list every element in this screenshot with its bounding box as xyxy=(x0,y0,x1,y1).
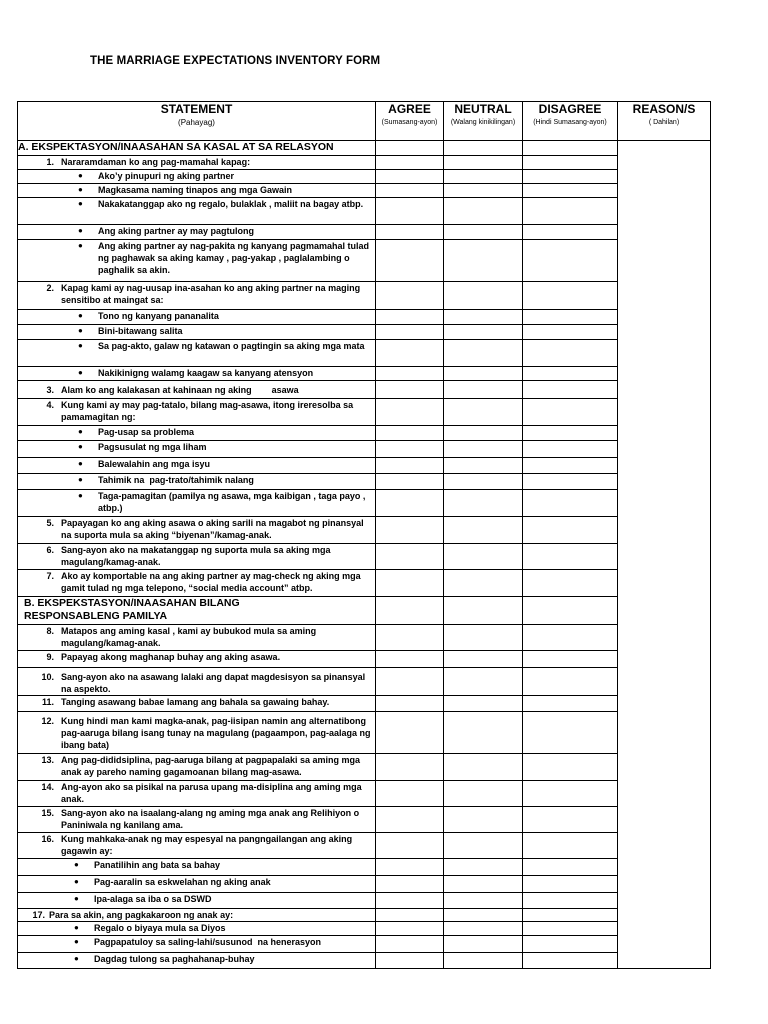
disagree-cell[interactable] xyxy=(523,625,618,651)
disagree-cell[interactable] xyxy=(523,712,618,754)
agree-cell[interactable] xyxy=(376,490,444,517)
question-row: 15. Sang-ayon ako na isaalang-alang ng aming mga anak ang Relihiyon o Paniniwala ng kanilang ama. xyxy=(18,807,711,833)
bullet-icon: ● xyxy=(78,491,83,500)
neutral-cell[interactable] xyxy=(444,712,523,754)
disagree-cell[interactable] xyxy=(523,490,618,517)
neutral-cell[interactable] xyxy=(444,893,523,909)
bullet-icon: ● xyxy=(78,326,83,335)
question-text: Kapag kami ay nag-uusap ina-asahan ko ang aking partner na maging sensitibo at maingat sa: xyxy=(61,283,361,305)
agree-cell[interactable] xyxy=(376,781,444,807)
neutral-header: NEUTRAL (Walang kinikilingan) xyxy=(444,102,523,141)
question-text: Sang-ayon ako na asawang lalaki ang dapat magdesisyon sa pinansyal na aspekto. xyxy=(61,672,366,694)
agree-cell[interactable] xyxy=(376,696,444,712)
neutral-cell[interactable] xyxy=(444,953,523,969)
neutral-cell[interactable] xyxy=(444,597,523,625)
agree-cell[interactable] xyxy=(376,184,444,198)
neutral-cell[interactable] xyxy=(444,141,523,156)
neutral-cell[interactable] xyxy=(444,833,523,859)
disagree-cell[interactable] xyxy=(523,441,618,458)
bullet-icon: ● xyxy=(78,171,83,180)
agree-header: AGREE (Sumasang-ayon) xyxy=(376,102,444,141)
neutral-cell[interactable] xyxy=(444,458,523,474)
disagree-cell[interactable] xyxy=(523,458,618,474)
agree-cell[interactable] xyxy=(376,381,444,399)
agree-cell[interactable] xyxy=(376,156,444,170)
agree-cell[interactable] xyxy=(376,833,444,859)
option-row xyxy=(18,184,711,198)
agree-cell[interactable] xyxy=(376,712,444,754)
bullet-icon: ● xyxy=(74,860,79,869)
disagree-cell[interactable] xyxy=(523,367,618,381)
question-row: 12. Kung hindi man kami magka-anak, pag-iisipan namin ang alternatibong pag-aaruga bilang isang tunay na magulang (pagaampon, pag-aalaga ng ibang bata) xyxy=(18,712,711,754)
option-text: Ang aking partner ay may pagtulong xyxy=(98,226,255,236)
agree-cell[interactable] xyxy=(376,367,444,381)
agree-cell[interactable] xyxy=(376,310,444,325)
agree-cell[interactable] xyxy=(376,936,444,953)
option-row xyxy=(18,876,711,893)
question-row: 4. Kung kami ay may pag-tatalo, bilang mag-asawa, itong ireresolba sa pamamagitan ng: xyxy=(18,399,711,426)
option-row xyxy=(18,490,711,517)
disagree-cell[interactable] xyxy=(523,325,618,340)
bullet-icon: ● xyxy=(78,459,83,468)
agree-cell[interactable] xyxy=(376,225,444,240)
option-row xyxy=(18,474,711,490)
bullet-icon: ● xyxy=(78,199,83,208)
section-a-row xyxy=(18,141,711,156)
question-text: Kung mahkaka-anak ng may espesyal na pangngailangan ang aking gagawin ay: xyxy=(61,834,353,856)
disagree-cell[interactable] xyxy=(523,922,618,936)
agree-cell[interactable] xyxy=(376,859,444,876)
option-text: Nakakatanggap ako ng regalo, bulaklak , maliit na bagay atbp. xyxy=(98,199,364,209)
form-title: THE MARRIAGE EXPECTATIONS INVENTORY FORM xyxy=(90,55,381,67)
option-row xyxy=(18,340,711,367)
disagree-cell[interactable] xyxy=(523,381,618,399)
question-text: Alam ko ang kalakasan at kahinaan ng aking asawa xyxy=(61,385,299,395)
neutral-cell[interactable] xyxy=(444,876,523,893)
agree-cell[interactable] xyxy=(376,325,444,340)
disagree-cell[interactable] xyxy=(523,833,618,859)
neutral-cell[interactable] xyxy=(444,282,523,310)
agree-cell[interactable] xyxy=(376,517,444,544)
question-text: Papayagan ko ang aking asawa o aking sarili na magabot ng pinansyal na suporta mula sa aking “biyenan”/kamag-anak. xyxy=(61,518,364,540)
disagree-cell[interactable] xyxy=(523,754,618,781)
neutral-cell[interactable] xyxy=(444,441,523,458)
option-text: Panatilihin ang bata sa bahay xyxy=(94,860,221,870)
neutral-cell[interactable] xyxy=(444,625,523,651)
question-row: 14. Ang-ayon ako sa pisikal na parusa upang ma-disiplina ang aming mga anak. xyxy=(18,781,711,807)
disagree-cell[interactable] xyxy=(523,893,618,909)
disagree-cell[interactable] xyxy=(523,696,618,712)
disagree-cell[interactable] xyxy=(523,807,618,833)
option-text: Tahimik na pag-trato/tahimik nalang xyxy=(98,475,254,485)
option-text: Pagpapatuloy sa saling-lahi/susunod na henerasyon xyxy=(94,937,322,947)
option-row xyxy=(18,240,711,282)
option-text: Pag-usap sa problema xyxy=(98,427,195,437)
option-row xyxy=(18,325,711,340)
agree-cell[interactable] xyxy=(376,909,444,922)
disagree-cell[interactable] xyxy=(523,953,618,969)
question-row: 11. Tanging asawang babae lamang ang bahala sa gawaing bahay. xyxy=(18,696,711,712)
neutral-cell[interactable] xyxy=(444,696,523,712)
neutral-cell[interactable] xyxy=(444,474,523,490)
neutral-cell[interactable] xyxy=(444,544,523,570)
agree-cell[interactable] xyxy=(376,240,444,282)
bullet-icon: ● xyxy=(78,226,83,235)
option-text: Sa pag-akto, galaw ng katawan o pagtingin sa aking mga mata xyxy=(98,341,365,351)
disagree-cell[interactable] xyxy=(523,668,618,696)
neutral-cell[interactable] xyxy=(444,156,523,170)
option-row xyxy=(18,893,711,909)
reason-cell[interactable] xyxy=(618,141,711,969)
neutral-cell[interactable] xyxy=(444,936,523,953)
disagree-cell[interactable] xyxy=(523,225,618,240)
option-row xyxy=(18,426,711,441)
neutral-cell[interactable] xyxy=(444,240,523,282)
option-text: Ako’y pinupuri ng aking partner xyxy=(98,171,235,181)
question-text: Kung kami ay may pag-tatalo, bilang mag-asawa, itong ireresolba sa pamamagitan ng: xyxy=(61,400,354,422)
agree-cell[interactable] xyxy=(376,876,444,893)
neutral-cell[interactable] xyxy=(444,198,523,225)
neutral-cell[interactable] xyxy=(444,668,523,696)
agree-cell[interactable] xyxy=(376,922,444,936)
agree-cell[interactable] xyxy=(376,141,444,156)
option-text: Tono ng kanyang pananalita xyxy=(98,311,219,321)
bullet-icon: ● xyxy=(74,954,79,963)
agree-cell[interactable] xyxy=(376,426,444,441)
option-text: Pag-aaralin sa eskwelahan ng aking anak xyxy=(94,877,271,887)
question-text: Ang pag-dididsiplina, pag-aaruga bilang at pagpapalaki sa aming mga anak ay pareho naming gagamoanan bilang mag-asawa. xyxy=(61,755,361,777)
bullet-icon: ● xyxy=(78,185,83,194)
agree-cell[interactable] xyxy=(376,754,444,781)
disagree-cell[interactable] xyxy=(523,340,618,367)
neutral-cell[interactable] xyxy=(444,490,523,517)
neutral-cell[interactable] xyxy=(444,367,523,381)
bullet-icon: ● xyxy=(74,937,79,946)
agree-cell[interactable] xyxy=(376,625,444,651)
agree-cell[interactable] xyxy=(376,198,444,225)
disagree-cell[interactable] xyxy=(523,240,618,282)
disagree-cell[interactable] xyxy=(523,426,618,441)
agree-cell[interactable] xyxy=(376,170,444,184)
question-row: 5. Papayagan ko ang aking asawa o aking sarili na magabot ng pinansyal na suporta mula sa aking “biyenan”/kamag-anak. xyxy=(18,517,711,544)
neutral-cell[interactable] xyxy=(444,310,523,325)
disagree-cell[interactable] xyxy=(523,544,618,570)
agree-cell[interactable] xyxy=(376,953,444,969)
neutral-cell[interactable] xyxy=(444,570,523,597)
agree-cell[interactable] xyxy=(376,893,444,909)
disagree-cell[interactable] xyxy=(523,156,618,170)
option-row xyxy=(18,225,711,240)
agree-cell[interactable] xyxy=(376,597,444,625)
agree-cell[interactable] xyxy=(376,282,444,310)
disagree-cell[interactable] xyxy=(523,936,618,953)
agree-cell[interactable] xyxy=(376,651,444,668)
option-text: Ang aking partner ay nag-pakita ng kanyang pagmamahal tulad ng paghawak sa aking kamay , pag-yakap , paglalambing o paghalik sa akin. xyxy=(98,241,370,275)
header-row xyxy=(18,102,711,141)
option-row xyxy=(18,936,711,953)
agree-cell[interactable] xyxy=(376,474,444,490)
disagree-cell[interactable] xyxy=(523,909,618,922)
neutral-cell[interactable] xyxy=(444,426,523,441)
neutral-cell[interactable] xyxy=(444,184,523,198)
disagree-cell[interactable] xyxy=(523,399,618,426)
bullet-icon: ● xyxy=(78,442,83,451)
neutral-cell[interactable] xyxy=(444,859,523,876)
bullet-icon: ● xyxy=(74,877,79,886)
question-text: Ako ay komportable na ang aking partner ay mag-check ng aking mga gamit tulad ng mga telepono, “social media account” atbp. xyxy=(61,571,361,593)
option-row xyxy=(18,922,711,936)
question-row: 1. Nararamdaman ko ang pag-mamahal kapag: xyxy=(18,156,711,170)
disagree-cell[interactable] xyxy=(523,651,618,668)
agree-cell[interactable] xyxy=(376,399,444,426)
option-row xyxy=(18,458,711,474)
bullet-icon: ● xyxy=(74,894,79,903)
option-text: Magkasama naming tinapos ang mga Gawain xyxy=(98,185,293,195)
bullet-icon: ● xyxy=(78,475,83,484)
bullet-icon: ● xyxy=(78,427,83,436)
neutral-cell[interactable] xyxy=(444,225,523,240)
neutral-cell[interactable] xyxy=(444,517,523,544)
option-text: Taga-pamagitan (pamilya ng asawa, mga kaibigan , taga payo , atbp.) xyxy=(98,491,366,513)
option-text: Dagdag tulong sa paghahanap-buhay xyxy=(94,954,255,964)
question-text: Matapos ang aming kasal , kami ay bubukod mula sa aming magulang/kamag-anak. xyxy=(61,626,317,648)
option-text: Regalo o biyaya mula sa Diyos xyxy=(94,923,226,933)
neutral-cell[interactable] xyxy=(444,909,523,922)
option-text: Ipa-alaga sa iba o sa DSWD xyxy=(94,894,212,904)
neutral-cell[interactable] xyxy=(444,807,523,833)
neutral-cell[interactable] xyxy=(444,325,523,340)
option-text: Bini-bitawang salita xyxy=(98,326,183,336)
neutral-cell[interactable] xyxy=(444,170,523,184)
agree-cell[interactable] xyxy=(376,570,444,597)
section-a-title: A. EKSPEKTASYON/INAASAHAN SA KASAL AT SA RELASYON xyxy=(18,141,376,156)
bullet-icon: ● xyxy=(78,368,83,377)
option-row xyxy=(18,170,711,184)
question-text: Ang-ayon ako sa pisikal na parusa upang ma-disiplina ang aming mga anak. xyxy=(61,782,362,804)
disagree-cell[interactable] xyxy=(523,876,618,893)
disagree-cell[interactable] xyxy=(523,570,618,597)
question-row: 6. Sang-ayon ako na makatanggap ng suporta mula sa aking mga magulang/kamag-anak. xyxy=(18,544,711,570)
option-text: Balewalahin ang mga isyu xyxy=(98,459,211,469)
disagree-cell[interactable] xyxy=(523,310,618,325)
agree-cell[interactable] xyxy=(376,441,444,458)
disagree-cell[interactable] xyxy=(523,282,618,310)
bullet-icon: ● xyxy=(78,341,83,350)
disagree-cell[interactable] xyxy=(523,198,618,225)
question-row: 3. Alam ko ang kalakasan at kahinaan ng aking asawa xyxy=(18,381,711,399)
agree-cell[interactable] xyxy=(376,458,444,474)
bullet-icon: ● xyxy=(78,241,83,250)
disagree-cell[interactable] xyxy=(523,597,618,625)
disagree-cell[interactable] xyxy=(523,859,618,876)
agree-cell[interactable] xyxy=(376,340,444,367)
agree-cell[interactable] xyxy=(376,668,444,696)
option-row xyxy=(18,441,711,458)
question-text: Papayag akong maghanap buhay ang aking asawa. xyxy=(61,652,281,662)
question-row: 17. Para sa akin, ang pagkakaroon ng anak ay: xyxy=(18,909,711,922)
statement-header: STATEMENT (Pahayag) xyxy=(18,102,376,141)
question-text: Nararamdaman ko ang pag-mamahal kapag: xyxy=(61,157,251,167)
neutral-cell[interactable] xyxy=(444,922,523,936)
disagree-header: DISAGREE (Hindi Sumasang-ayon) xyxy=(523,102,618,141)
inventory-table xyxy=(17,101,711,969)
disagree-cell[interactable] xyxy=(523,141,618,156)
question-text: Kung hindi man kami magka-anak, pag-iisipan namin ang alternatibong pag-aaruga bilang isang tunay na magulang (pagaampon, pag-aalaga ng ibang bata) xyxy=(61,716,371,750)
option-text: Pagsusulat ng mga liham xyxy=(98,442,207,452)
question-row: 8. Matapos ang aming kasal , kami ay bubukod mula sa aming magulang/kamag-anak. xyxy=(18,625,711,651)
neutral-cell[interactable] xyxy=(444,781,523,807)
question-row: 2. Kapag kami ay nag-uusap ina-asahan ko ang aking partner na maging sensitibo at maingat sa: xyxy=(18,282,711,310)
disagree-cell[interactable] xyxy=(523,170,618,184)
neutral-cell[interactable] xyxy=(444,754,523,781)
disagree-cell[interactable] xyxy=(523,474,618,490)
option-row xyxy=(18,198,711,225)
option-row xyxy=(18,953,711,969)
question-text: Sang-ayon ako na isaalang-alang ng aming mga anak ang Relihiyon o Paniniwala ng kanilang ama. xyxy=(61,808,360,830)
option-row xyxy=(18,310,711,325)
agree-cell[interactable] xyxy=(376,544,444,570)
option-row xyxy=(18,859,711,876)
question-row: 10. Sang-ayon ako na asawang lalaki ang dapat magdesisyon sa pinansyal na aspekto. xyxy=(18,668,711,696)
question-row: 16. Kung mahkaka-anak ng may espesyal na pangngailangan ang aking gagawin ay: xyxy=(18,833,711,859)
neutral-cell[interactable] xyxy=(444,340,523,367)
disagree-cell[interactable] xyxy=(523,517,618,544)
agree-cell[interactable] xyxy=(376,807,444,833)
section-b-title: B. EKSPEKSTASYON/INAASAHAN BILANG RESPONSABLENG PAMILYA xyxy=(18,597,376,625)
neutral-cell[interactable] xyxy=(444,381,523,399)
option-row xyxy=(18,367,711,381)
question-row: 9. Papayag akong maghanap buhay ang aking asawa. xyxy=(18,651,711,668)
section-b-row xyxy=(18,597,711,625)
question-text: Para sa akin, ang pagkakaroon ng anak ay: xyxy=(49,910,234,920)
bullet-icon: ● xyxy=(74,923,79,932)
disagree-cell[interactable] xyxy=(523,184,618,198)
neutral-cell[interactable] xyxy=(444,651,523,668)
question-text: Sang-ayon ako na makatanggap ng suporta mula sa aking mga magulang/kamag-anak. xyxy=(61,545,331,567)
bullet-icon: ● xyxy=(78,311,83,320)
option-text: Nakikinigng walamg kaagaw sa kanyang atensyon xyxy=(98,368,314,378)
neutral-cell[interactable] xyxy=(444,399,523,426)
question-row: 7. Ako ay komportable na ang aking partner ay mag-check ng aking mga gamit tulad ng mga telepono, “social media account” atbp. xyxy=(18,570,711,597)
disagree-cell[interactable] xyxy=(523,781,618,807)
question-row: 13. Ang pag-dididsiplina, pag-aaruga bilang at pagpapalaki sa aming mga anak ay pareho naming gagamoanan bilang mag-asawa. xyxy=(18,754,711,781)
question-text: Tanging asawang babae lamang ang bahala sa gawaing bahay. xyxy=(61,697,330,707)
reason-header: REASON/S ( Dahilan) xyxy=(618,102,711,141)
